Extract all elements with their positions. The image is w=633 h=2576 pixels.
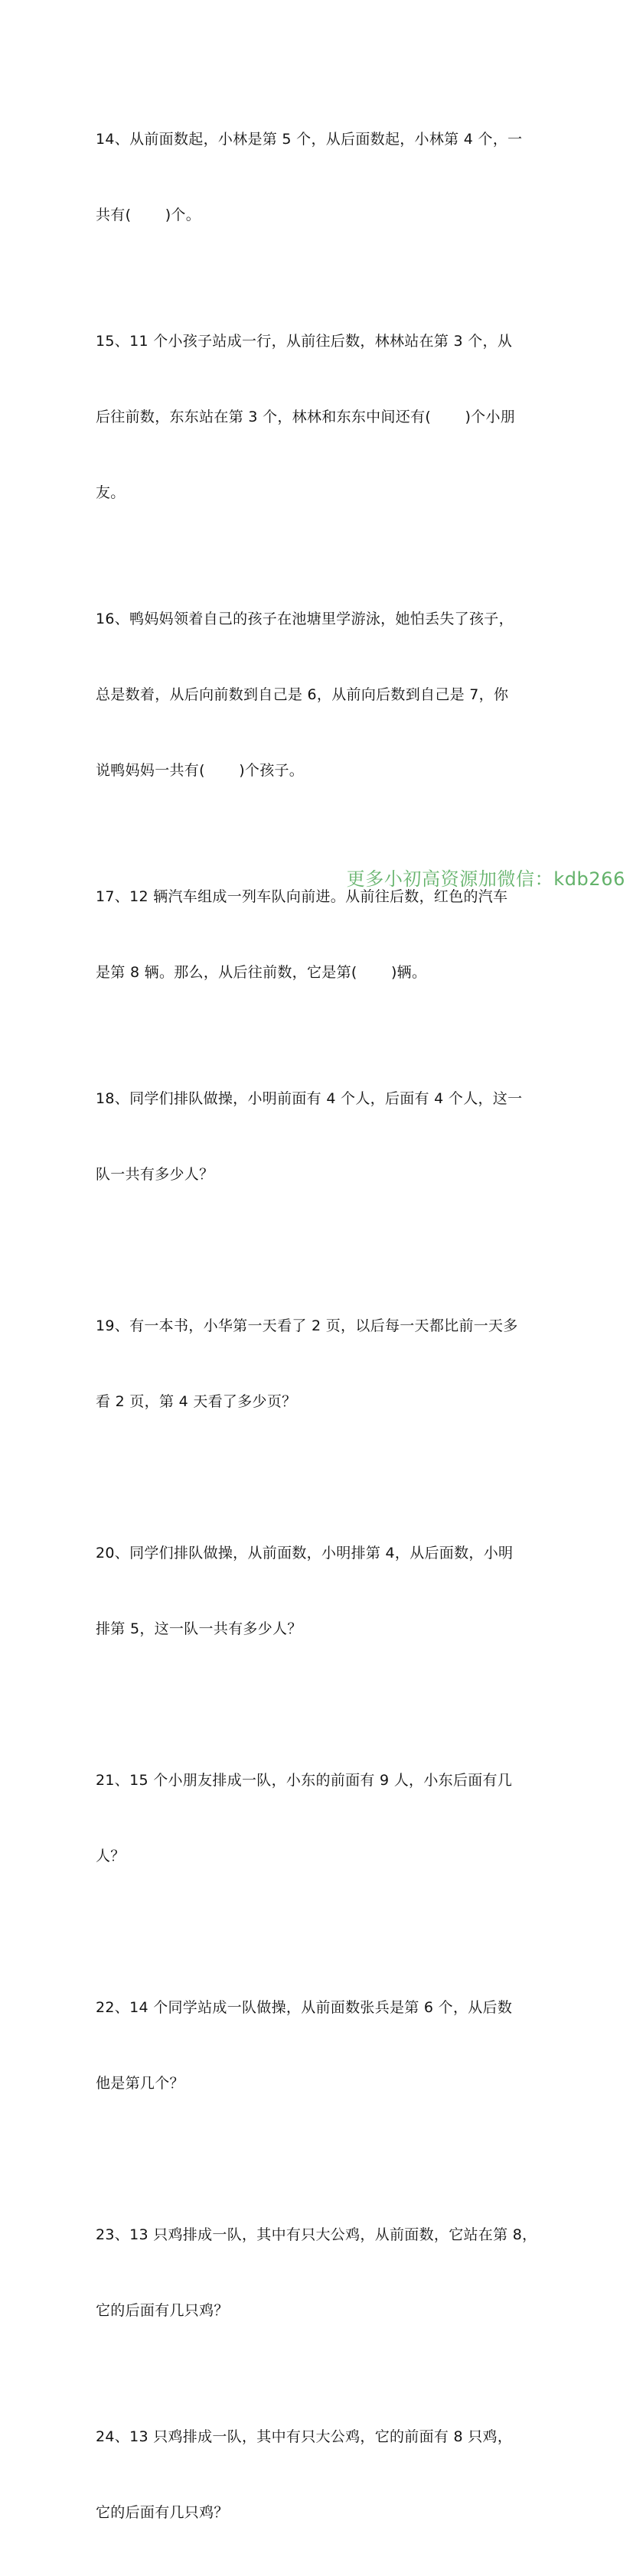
question-line: 友。 (96, 484, 126, 501)
question-line: 18、同学们排队做操，小明前面有 4 个人，后面有 4 个人，这一 (96, 1090, 523, 1107)
question-line: 15、11 个小孩子站成一行，从前往后数，林林站在第 3 个，从 (96, 333, 513, 350)
question-line: 20、同学们排队做操，从前面数，小明排第 4，从后面数，小明 (96, 1545, 514, 1562)
question-line: 22、14 个同学站成一队做操，从前面数张兵是第 6 个，从后数 (96, 1999, 513, 2016)
question-line: 它的后面有几只鸡？ (96, 2302, 229, 2319)
question-line: 总是数着，从后向前数到自己是 6，从前向后数到自己是 7，你 (96, 686, 509, 703)
question-23 (96, 2172, 540, 2374)
question-line: 19、有一本书，小华第一天看了 2 页，以后每一天都比前一天多 (96, 1317, 518, 1334)
question-14 (96, 77, 540, 278)
question-21 (96, 1718, 540, 1920)
question-line: 队一共有多少人？ (96, 1166, 214, 1183)
question-16 (96, 556, 540, 834)
question-line: 16、鸭妈妈领着自己的孩子在池塘里学游泳，她怕丢失了孩子， (96, 611, 514, 627)
question-line: 21、15 个小朋友排成一队，小东的前面有 9 人，小东后面有几 (96, 1772, 513, 1789)
question-line: 24、13 只鸡排成一队，其中有只大公鸡，它的前面有 8 只鸡， (96, 2428, 513, 2445)
question-line: 14、从前面数起，小林是第 5 个，从后面数起，小林第 4 个，一 (96, 131, 523, 148)
question-line: 人？ (96, 1848, 126, 1864)
question-20 (96, 1490, 540, 1692)
question-line: 看 2 页，第 4 天看了多少页？ (96, 1393, 297, 1410)
question-line: 说鸭妈妈一共有( )个孩子。 (96, 762, 305, 779)
question-17 (96, 834, 540, 1036)
question-22 (96, 1945, 540, 2147)
question-18 (96, 1036, 540, 1238)
question-line: 23、13 只鸡排成一队，其中有只大公鸡，从前面数，它站在第 8， (96, 2226, 537, 2243)
watermark-text: 更多小初高资源加微信：kdb266 (346, 868, 625, 890)
question-24 (96, 2374, 540, 2576)
worksheet-body (96, 77, 540, 2576)
question-line: 排第 5，这一队一共有多少人？ (96, 1620, 302, 1637)
question-15 (96, 278, 540, 556)
question-19 (96, 1263, 540, 1465)
question-line: 17、12 辆汽车组成一列车队向前进。从前往后数，红色的汽车 (96, 888, 508, 905)
question-line: 他是第几个？ (96, 2075, 184, 2092)
question-line: 共有( )个。 (96, 207, 201, 223)
question-line: 是第 8 辆。那么，从后往前数，它是第( )辆。 (96, 964, 427, 981)
question-line: 它的后面有几只鸡？ (96, 2504, 229, 2521)
question-line: 后往前数，东东站在第 3 个，林林和东东中间还有( )个小朋 (96, 409, 516, 425)
